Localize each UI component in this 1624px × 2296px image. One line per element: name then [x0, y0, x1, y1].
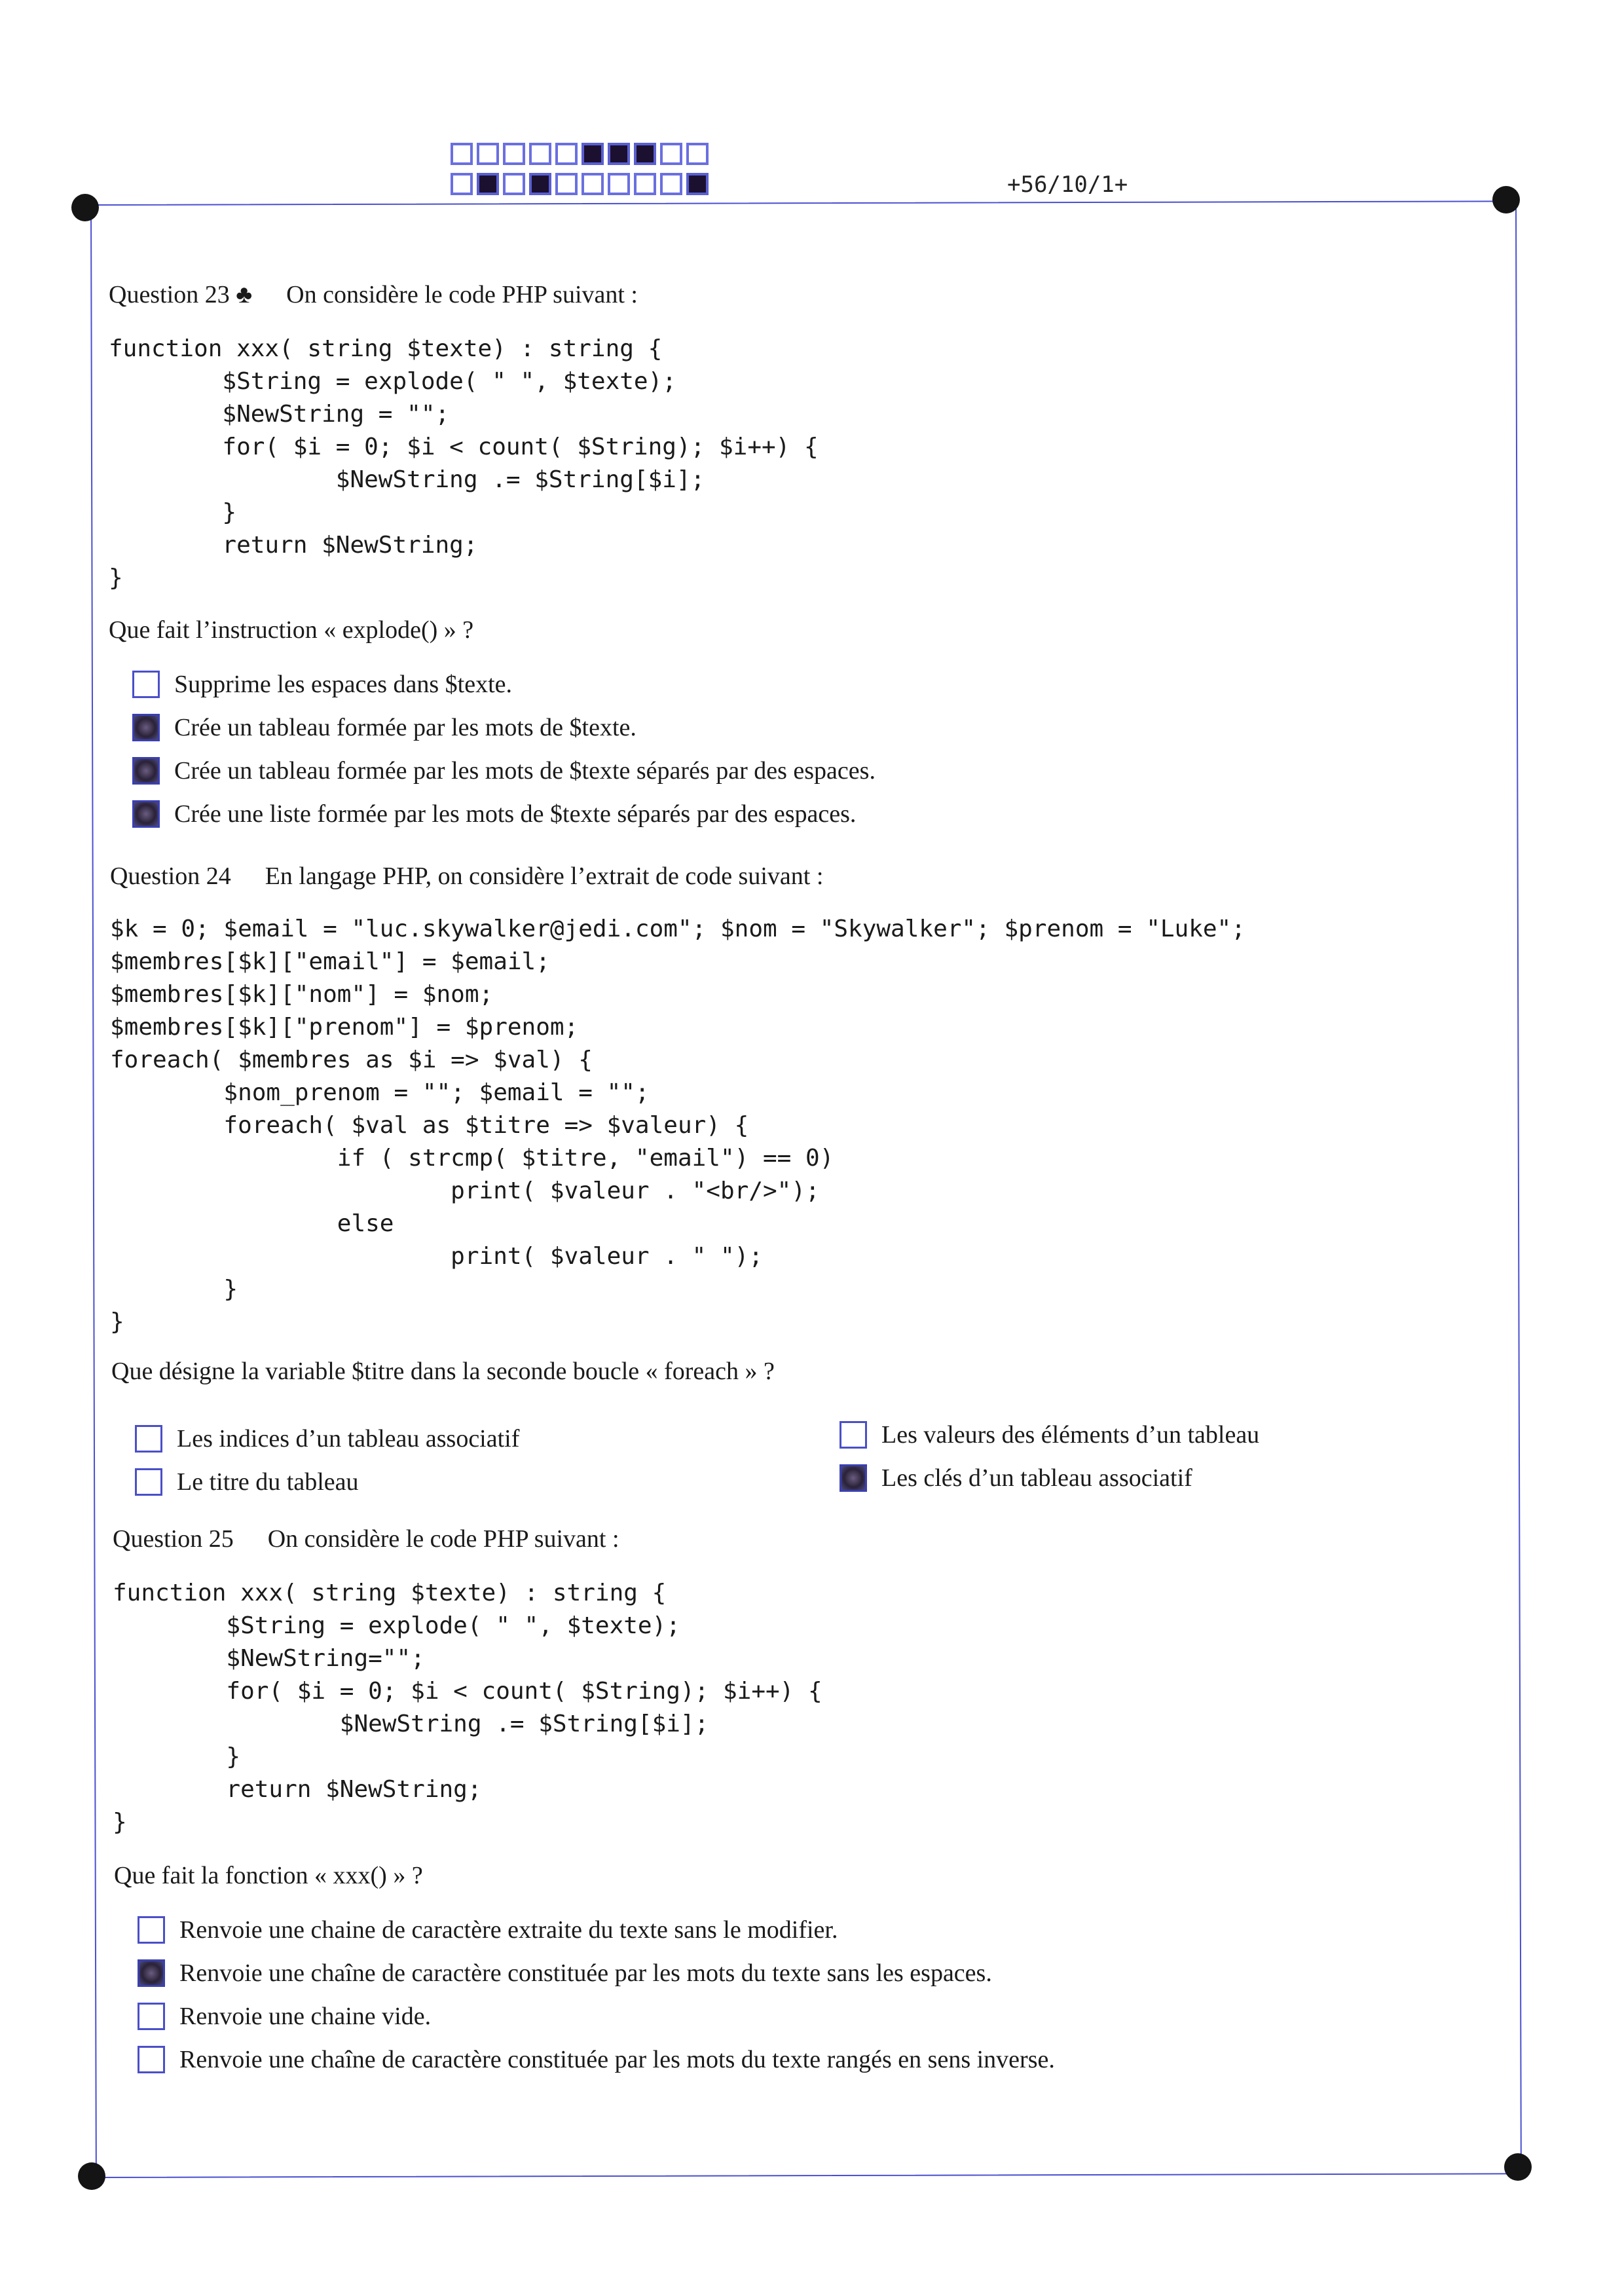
answer-text: Les indices d’un tableau associatif: [177, 1425, 520, 1453]
answer-text: Le titre du tableau: [177, 1468, 359, 1496]
answer-checkbox[interactable]: [138, 1916, 165, 1944]
question-prompt: Que fait la fonction « xxx() » ?: [114, 1862, 423, 1889]
answer-option[interactable]: [132, 706, 876, 749]
code-block: function xxx( string $texte) : string { $String = explode( " ", $texte); $NewString=""; for( $i = 0; $i < count( $String); $i++) { $NewString .= $String[$i]; } return $NewString; }: [113, 1580, 822, 1836]
id-code-row-1: [451, 143, 712, 165]
answer-option[interactable]: [840, 1413, 1259, 1456]
id-code-box: [581, 173, 604, 195]
id-code-box: [451, 173, 473, 195]
answer-checkbox[interactable]: [135, 1468, 162, 1496]
id-code-box: [686, 143, 709, 165]
id-code-box: [555, 143, 578, 165]
id-code-box: [686, 173, 709, 195]
question-intro: On considère le code PHP suivant :: [267, 1525, 619, 1553]
answer-option[interactable]: [132, 792, 876, 836]
id-code-box: [660, 173, 682, 195]
answer-checkbox[interactable]: [840, 1421, 867, 1449]
answer-checkbox[interactable]: [132, 757, 160, 785]
answer-option[interactable]: [138, 2038, 1055, 2081]
answer-option[interactable]: [138, 1908, 1055, 1952]
answer-checkbox[interactable]: [132, 671, 160, 698]
answer-text: Supprime les espaces dans $texte.: [174, 671, 513, 698]
id-code-box: [451, 143, 473, 165]
answer-checkbox[interactable]: [138, 2003, 165, 2030]
answer-option[interactable]: [138, 1952, 1055, 1995]
question-prompt: Que désigne la variable $titre dans la seconde boucle « foreach » ?: [111, 1358, 775, 1385]
page-id: +56/10/1+: [1007, 172, 1128, 198]
answer-list: [138, 1908, 1055, 2081]
question-24-header: [110, 862, 823, 891]
id-code-row-2: [451, 173, 712, 195]
answer-option[interactable]: [135, 1417, 519, 1460]
answer-text: Renvoie une chaine vide.: [179, 2003, 432, 2030]
answer-list: [132, 663, 876, 836]
id-code-box: [608, 143, 630, 165]
id-code-box: [477, 173, 499, 195]
answer-option[interactable]: [135, 1460, 519, 1504]
answer-checkbox[interactable]: [132, 714, 160, 741]
answer-text: Les clés d’un tableau associatif: [881, 1464, 1192, 1492]
id-code-box: [608, 173, 630, 195]
code-block: $k = 0; $email = "luc.skywalker@jedi.com"; $nom = "Skywalker"; $prenom = "Luke"; $membres[$k]["email"] = $email; $membres[$k]["nom"] = $nom; $membres[$k]["prenom"] = $prenom; foreach( $membres as $i => $val) { $nom_prenom = ""; $email = ""; foreach( $val as $titre => $valeur) { if ( strcmp( $titre, "email") == 0) print( $valeur . "<br/>"); else print( $valeur . " "); } }: [110, 916, 1246, 1335]
registration-mark-top-left: [71, 194, 99, 221]
id-code-box: [477, 143, 499, 165]
id-code-box: [555, 173, 578, 195]
registration-mark-bottom-right: [1504, 2153, 1532, 2181]
answer-text: Renvoie une chaine de caractère extraite du texte sans le modifier.: [179, 1916, 838, 1944]
question-prompt: Que fait l’instruction « explode() » ?: [109, 616, 474, 644]
registration-mark-bottom-left: [78, 2162, 105, 2190]
answer-option[interactable]: [132, 749, 876, 792]
answer-text: Crée une liste formée par les mots de $texte séparés par des espaces.: [174, 800, 857, 828]
answer-checkbox[interactable]: [138, 2046, 165, 2073]
question-25-header: [113, 1525, 619, 1553]
id-code-box: [503, 173, 525, 195]
answer-list-left: [135, 1417, 519, 1504]
answer-text: Crée un tableau formée par les mots de $texte.: [174, 714, 637, 741]
id-code-box: [529, 173, 551, 195]
answer-text: Renvoie une chaîne de caractère constituée par les mots du texte sans les espaces.: [179, 1959, 992, 1987]
answer-list-right: [840, 1413, 1259, 1500]
id-code-box: [529, 143, 551, 165]
answer-checkbox[interactable]: [135, 1425, 162, 1453]
code-block: function xxx( string $texte) : string { $String = explode( " ", $texte); $NewString = ""; for( $i = 0; $i < count( $String); $i++) { $NewString .= $String[$i]; } return $NewString; }: [109, 335, 819, 591]
question-intro: On considère le code PHP suivant :: [286, 281, 638, 308]
answer-checkbox[interactable]: [132, 800, 160, 828]
answer-checkbox[interactable]: [138, 1959, 165, 1987]
question-intro: En langage PHP, on considère l’extrait de code suivant :: [265, 862, 824, 890]
answer-checkbox[interactable]: [840, 1464, 867, 1492]
id-code-box: [660, 143, 682, 165]
id-code-box: [634, 143, 656, 165]
answer-text: Crée un tableau formée par les mots de $texte séparés par des espaces.: [174, 757, 876, 785]
question-number: Question 23 ♣: [109, 281, 253, 308]
id-code-box: [634, 173, 656, 195]
answer-text: Les valeurs des éléments d’un tableau: [881, 1421, 1260, 1449]
id-code-box: [503, 143, 525, 165]
id-code-box: [581, 143, 604, 165]
answer-option[interactable]: [132, 663, 876, 706]
answer-option[interactable]: [138, 1995, 1055, 2038]
registration-mark-top-right: [1492, 186, 1520, 213]
question-number: Question 24: [110, 862, 231, 890]
question-23-header: [109, 280, 638, 309]
answer-option[interactable]: [840, 1456, 1259, 1500]
question-number: Question 25: [113, 1525, 234, 1553]
answer-text: Renvoie une chaîne de caractère constituée par les mots du texte rangés en sens inverse.: [179, 2046, 1055, 2073]
